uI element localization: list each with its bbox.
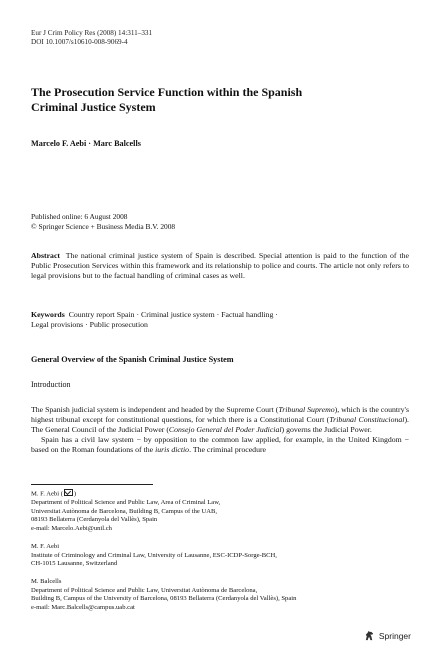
body-text-run: . The criminal procedure	[189, 445, 267, 454]
body-text-run: ), which is the country's highest tribunal except for constitutional questions, for which there is a Constitutional Court (	[31, 405, 409, 424]
journal-line: Eur J Crim Policy Res (2008) 14:311–331	[31, 29, 153, 37]
springer-horse-icon	[364, 630, 375, 641]
italic-term: Tribunal Constitucional	[329, 415, 405, 424]
affiliation-name-close: )	[73, 490, 77, 498]
body-paragraph-2	[31, 435, 409, 455]
abstract-text: The national criminal justice system of Spain is described. Special attention is paid to the function of the Public Prosecution Services within this framework and its relationship to police and courts. The article not only refers to legal provisions but to the factual handling of criminal cases as well.	[31, 251, 409, 280]
subsection-heading: Introduction	[31, 380, 71, 389]
italic-term: Tribunal Supremo	[278, 405, 335, 414]
affiliation-line: Institute of Criminology and Criminal Law, University of Lausanne, ESC-ICDP-Sorge-BCH,	[31, 551, 277, 559]
publisher-name: Springer	[378, 630, 411, 641]
affiliation-email[interactable]: e-mail: Marc.Balcells@campus.uab.cat	[31, 603, 135, 611]
affiliation-line: Department of Political Science and Public Law, Universitat Autònoma de Barcelona,	[31, 586, 258, 594]
keywords	[31, 310, 409, 330]
affiliation-line: Building B, Campus of the University of Barcelona, 08193 Bellaterra (Cerdanyola del Vallès), Spain	[31, 595, 297, 603]
article-title	[31, 85, 411, 115]
footnote-divider	[31, 484, 153, 485]
journal-citation	[31, 29, 152, 47]
body-text-run: The Spanish judicial system is independent and headed by the Supreme Court (	[31, 405, 279, 414]
published-date: Published online: 6 August 2008	[31, 212, 128, 221]
body-text-run: Spain has a civil law system − by opposition to the common law applied, for example, in the United Kingdom − based on the Roman foundations of the	[31, 435, 409, 454]
body-text	[31, 405, 409, 455]
body-text-run: ) governs the Judicial Power.	[281, 425, 372, 434]
envelope-icon	[64, 489, 73, 496]
body-text-run: ). The General Council of the Judicial Power (	[31, 415, 409, 434]
copyright-line: © Springer Science + Business Media B.V. 2008	[31, 221, 176, 231]
title-line-1: The Prosecution Service Function within the Spanish	[31, 85, 303, 99]
italic-term: iuris dictio	[155, 445, 190, 454]
authors: Marcelo F. Aebi · Marc Balcells	[31, 139, 141, 148]
keywords-label: Keywords	[31, 310, 65, 319]
affiliation-line: CH-1015 Lausanne, Switzerland	[31, 560, 118, 568]
affiliation-name-text: M. F. Aebi (	[31, 490, 63, 498]
affiliation-line: Department of Political Science and Public Law, Area of Criminal Law,	[31, 499, 221, 507]
affiliation-3	[31, 578, 411, 612]
italic-term: Consejo General del Poder Judicial	[168, 425, 282, 434]
springer-logo	[364, 630, 411, 641]
body-paragraph-1	[31, 405, 409, 435]
affiliation-name	[31, 489, 411, 499]
doi-line: DOI 10.1007/s10610-008-9069-4	[31, 38, 128, 46]
affiliation-name: M. F. Aebi	[31, 543, 60, 550]
affiliation-name: M. Balcells	[31, 578, 62, 585]
affiliation-1	[31, 489, 411, 533]
abstract-label: Abstract	[31, 251, 61, 260]
affiliation-line: 08193 Bellaterra (Cerdanyola del Vallès), Spain	[31, 516, 158, 524]
affiliation-line: Universitat Autònoma de Barcelona, Building B, Campus of the UAB,	[31, 507, 218, 515]
keywords-line-1: Country report Spain · Criminal justice system · Factual handling ·	[68, 310, 278, 319]
section-heading: General Overview of the Spanish Criminal Justice System	[31, 355, 234, 364]
publication-info	[31, 212, 175, 231]
affiliation-2	[31, 543, 411, 569]
affiliation-email[interactable]: e-mail: Marcelo.Aebi@unil.ch	[31, 524, 112, 532]
title-line-2: Criminal Justice System	[31, 100, 156, 114]
abstract	[31, 251, 409, 281]
keywords-line-2: Legal provisions · Public prosecution	[31, 320, 148, 329]
